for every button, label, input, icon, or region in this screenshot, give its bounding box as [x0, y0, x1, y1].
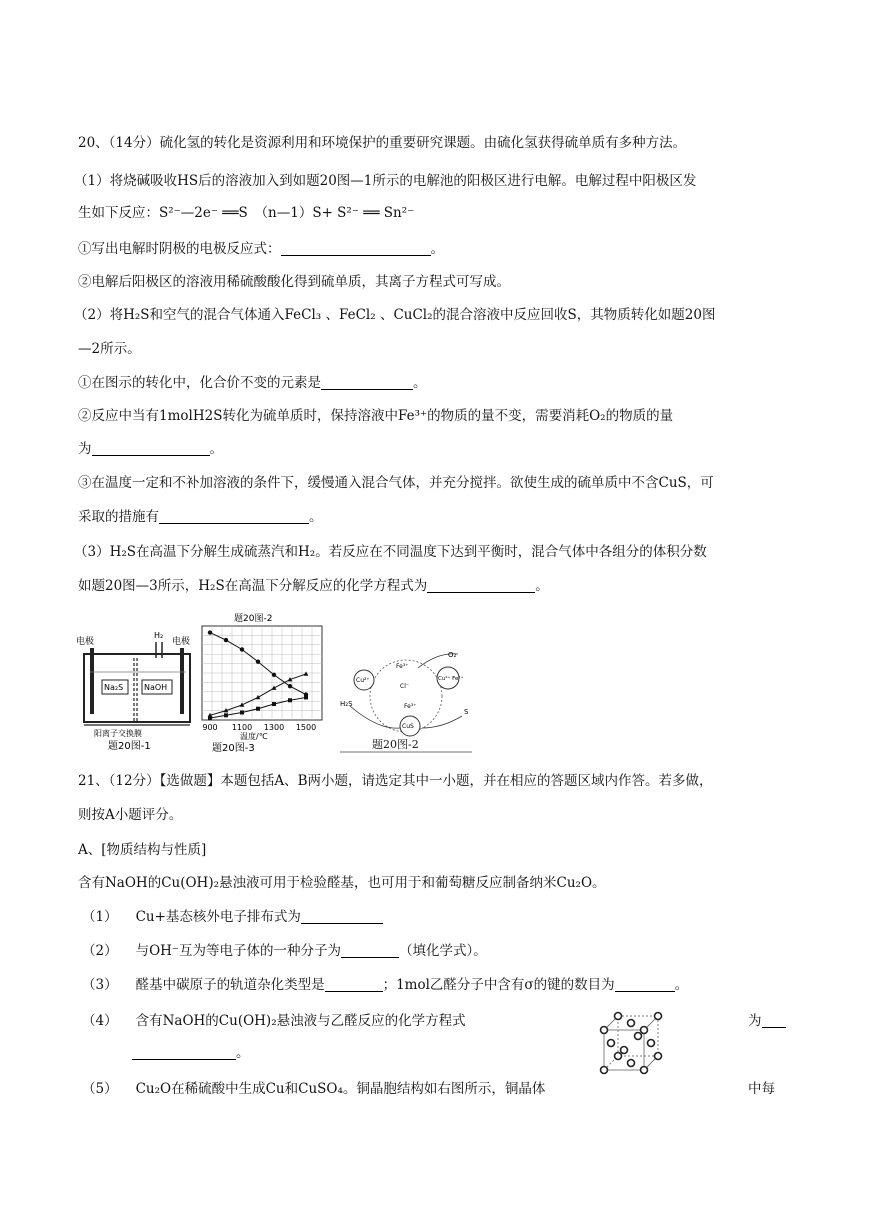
q20-q1-2: ②电解后阳极区的溶液用稀硫酸酸化得到硫单质，其离子方程式可写成。: [78, 274, 510, 290]
q20-part1-line1: （1）将烧碱吸收HS后的溶液加入到如题20图—1所示的电解池的阳极区进行电解。电解过程中阳极区发: [74, 173, 697, 189]
q21-intro: 含有NaOH的Cu(OH)₂悬浊液可用于检验醛基，也可用于和葡萄糖反应制备纳米Cu₂O。: [78, 875, 606, 891]
fig2-o2-label: O₂: [448, 651, 457, 659]
q21-item-1: （1） Cu+基态核外电子排布式为: [82, 908, 383, 926]
answer-blank[interactable]: [301, 909, 383, 924]
fig1-gas-label: H₂: [154, 631, 164, 640]
chart-point: [208, 630, 212, 634]
q20-q2-3b: 采取的措施有 。: [78, 509, 323, 525]
q20-q2-3a: ③在温度一定和不补加溶液的条件下，缓慢通入混合气体，并充分搅拌。欲使生成的硫单质中不含CuS，可: [78, 475, 714, 491]
q21-item-5: （5） Cu₂O在稀硫酸中生成Cu和CuSO₄。铜晶胞结构如右图所示，铜晶体: [82, 1081, 546, 1097]
chart-header: 题20图-2: [234, 614, 273, 624]
q21-item-2: （2） 与OH⁻互为等电子体的一种分子为 （填化学式）。: [82, 943, 487, 959]
answer-blank[interactable]: [92, 441, 210, 456]
fig2-cu-fe-label: Cu²⁺ Fe²⁺: [438, 676, 464, 682]
chart-x-tick-label: 1500: [295, 723, 317, 732]
fig2-fe3-mid-label: Fe³⁺: [404, 703, 417, 710]
q21-item-5-right: 中每: [748, 1081, 775, 1097]
fig2-cu2-label: Cu²⁺: [356, 677, 370, 684]
fig1-membrane-label: 阳离子交换膜: [94, 729, 142, 738]
chart-point: [256, 707, 260, 711]
answer-blank[interactable]: [281, 241, 431, 256]
fig2-s-label: S: [464, 708, 469, 716]
figure-cycle-diagram: [338, 648, 474, 754]
chart-grid: [202, 626, 322, 720]
chart-point: [304, 671, 309, 675]
chart-x-tick-label: 1100: [231, 723, 253, 732]
q21-item-4-right: 为: [748, 1012, 786, 1030]
fig3-caption: 题20图-3: [212, 743, 255, 754]
q20-part2-line1: （2）将H₂S和空气的混合气体通入FeCl₃ 、FeCl₂ 、CuCl₂的混合溶液中反应回收S，其物质转化如题20图: [74, 307, 716, 323]
fig2-cl-label: Cl⁻: [400, 683, 410, 690]
chart-point: [240, 710, 244, 714]
q21-item-3: （3） 醛基中碳原子的轨道杂化类型是 ；1mol乙醛分子中含有σ的键的数目为 。: [82, 977, 689, 993]
q21-title-line1: 21、（12分）【选做题】本题包括A、B两小题，请选定其中一小题，并在相应的答题区域内作答。若多做，: [78, 773, 713, 789]
chart-x-tick-label: 1300: [263, 723, 285, 732]
chart-point: [304, 695, 308, 699]
q20-part3-line2: 如题20图—3所示，H₂S在高温下分解反应的化学方程式为 。: [78, 578, 549, 594]
chart-point: [256, 695, 261, 699]
chart-x-tick-label: 900: [202, 723, 218, 732]
answer-blank[interactable]: [321, 375, 413, 390]
chart-marks: [208, 630, 309, 720]
chart-point: [224, 713, 228, 717]
answer-blank[interactable]: [615, 977, 675, 992]
figure-chart: [196, 612, 328, 754]
fig1-right-solution: NaOH: [144, 683, 168, 692]
fig2-caption: 题20图-2: [372, 738, 419, 751]
q21-item-4-cont: 。: [132, 1044, 250, 1062]
fig2-cus-label: CuS: [402, 723, 414, 730]
q20-part1-line2: 生如下反应：S²⁻—2e⁻ ══S （n—1）S+ S²⁻ ══ Sn²⁻: [78, 205, 415, 221]
chart-point: [256, 660, 260, 664]
chart-point: [288, 698, 292, 702]
fig2-fe3-top-label: Fe³⁺: [396, 663, 409, 670]
answer-blank[interactable]: [132, 1045, 236, 1060]
answer-blank[interactable]: [159, 509, 309, 524]
q20-q2-2a: ②反应中当有1molH2S转化为硫单质时，保持溶液中Fe³⁺的物质的量不变，需要消耗O₂的物质的量: [78, 408, 674, 424]
q21-item-4: （4） 含有NaOH的Cu(OH)₂悬浊液与乙醛反应的化学方程式: [82, 1013, 466, 1029]
chart-point: [208, 716, 212, 720]
q20-q2-1: ①在图示的转化中，化合价不变的元素是 。: [78, 375, 427, 391]
q21-section: A、[物质结构与性质]: [78, 842, 207, 858]
q20-part2-line2: —2所示。: [78, 341, 141, 357]
figure-electrolysis-cell: [76, 628, 198, 752]
fig1-caption: 题20图-1: [108, 741, 151, 752]
q20-q1-1: ①写出电解时阴极的电极反应式： 。: [78, 241, 444, 257]
fig1-left-solution: Na₂S: [104, 683, 124, 692]
answer-blank[interactable]: [427, 578, 535, 593]
q21-title-line2: 则按A小题评分。: [78, 807, 183, 823]
q20-part3-line1: （3）H₂S在高温下分解生成硫蒸汽和H₂。若反应在不同温度下达到平衡时，混合气体中各组分的体积分数: [74, 544, 707, 560]
fig1-right-electrode-label: 电极: [172, 637, 191, 647]
chart-x-axis-label: 温度/℃: [240, 732, 268, 741]
figure-copper-unit-cell: [598, 1008, 666, 1080]
chart-point: [224, 638, 228, 642]
q20-title: 20、（14分）硫化氢的转化是资源利用和环境保护的重要研究课题。由硫化氢获得硫单质有多种方法。: [78, 135, 687, 151]
chart-point: [240, 647, 244, 651]
chart-x-ticks: [202, 723, 316, 732]
chart-point: [272, 702, 276, 706]
q20-q2-2b: 为 。: [78, 441, 223, 457]
fig1-left-electrode-label: 电极: [76, 637, 95, 647]
answer-blank[interactable]: [762, 1013, 786, 1028]
fig2-h2s-label: H₂S: [340, 700, 353, 708]
chart-point: [272, 673, 276, 677]
answer-blank[interactable]: [325, 977, 383, 992]
answer-blank[interactable]: [341, 943, 399, 958]
chart-point: [288, 684, 292, 688]
